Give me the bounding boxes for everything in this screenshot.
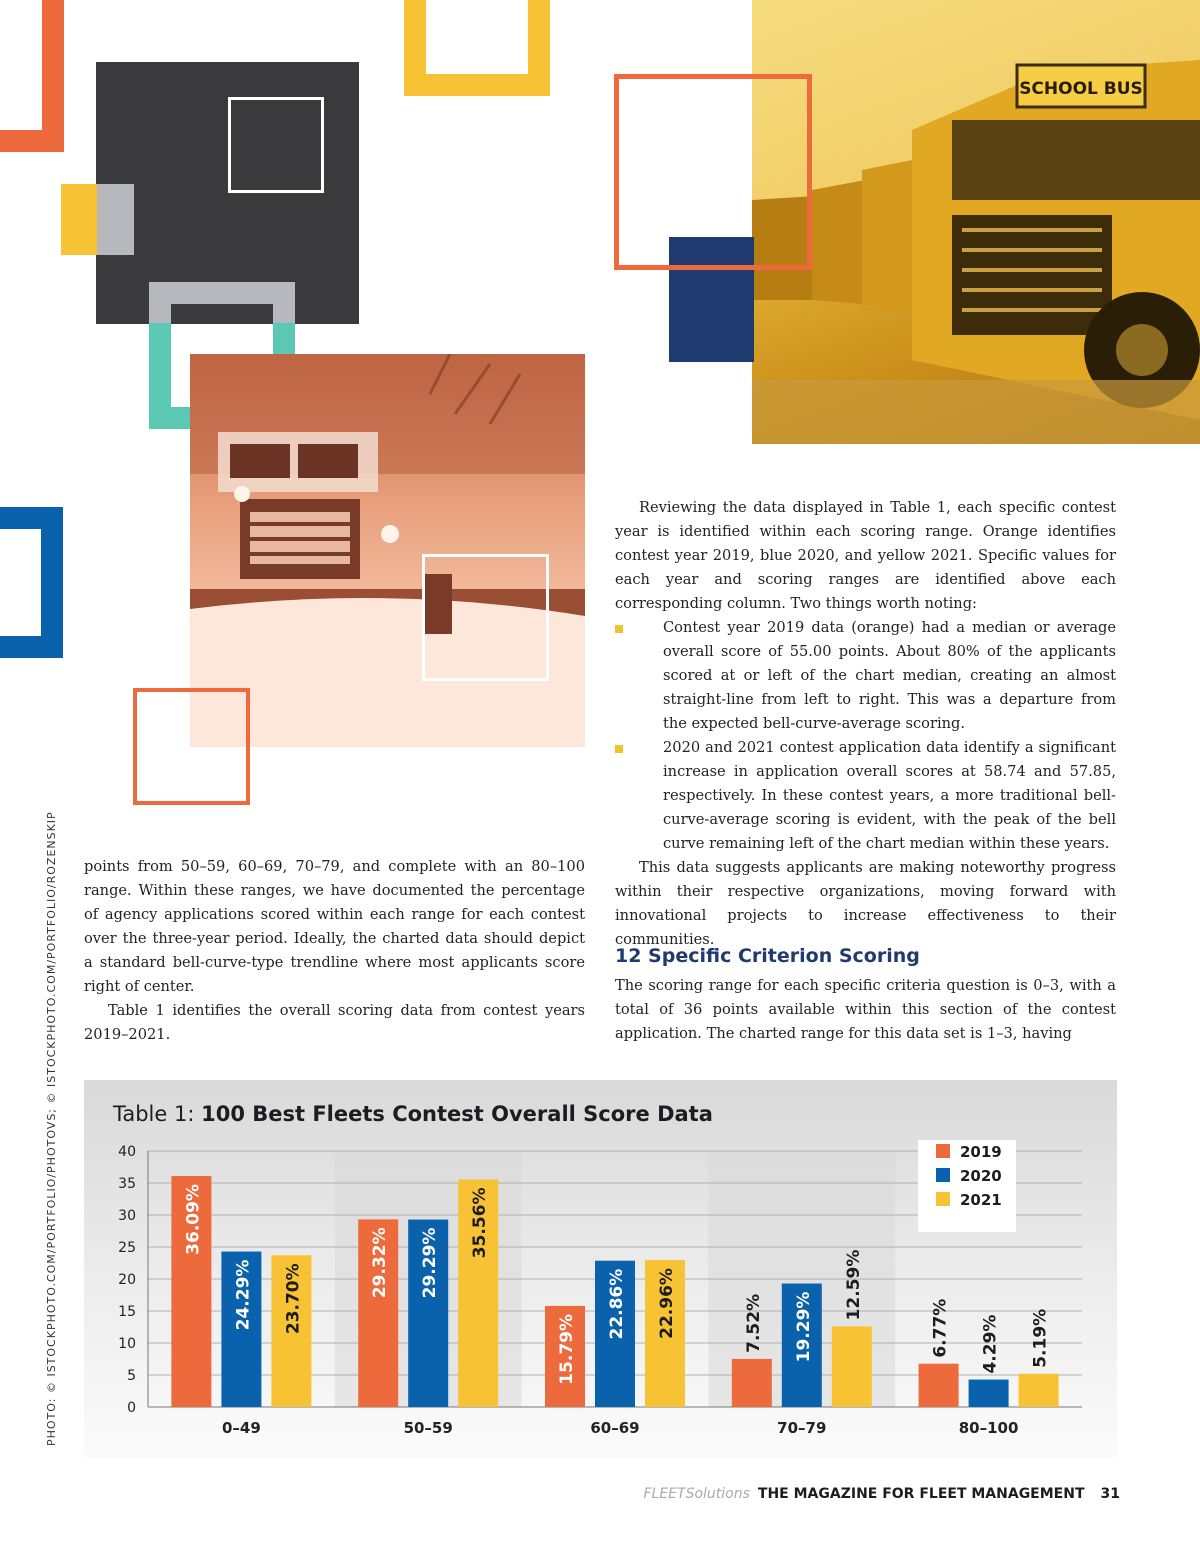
x-tick-label: 80–100 [958, 1419, 1019, 1437]
footer-brand: FLEETSolutions [643, 1486, 750, 1502]
photo-credit: PHOTO: © ISTOCKPHOTO.COM/PORTFOLIO/PHOTOVS; © ISTOCKPHOTO.COM/PORTFOLIO/ROZENSKIP [45, 811, 58, 1446]
deco-blue-corner [0, 507, 63, 658]
data-label: 35.56% [470, 1187, 491, 1259]
right-column [615, 496, 1116, 952]
y-tick-label: 5 [127, 1368, 136, 1384]
deco-yellow-small-block [61, 184, 97, 255]
bar-chart [84, 1140, 1117, 1450]
right-paragraph-1: Reviewing the data displayed in Table 1, each specific contest year is identified within each scoring range. Orange identifies contest year 2019, blue 2020, and yellow 2021. Specific values for each year and scoring ranges are identified above each corresponding column. Two things worth noting: [615, 499, 1116, 612]
data-label: 24.29% [233, 1259, 254, 1331]
right-paragraph-2: This data suggests applicants are making noteworthy progress within their respective organizations, moving forward with innovational projects to increase effectiveness to their communities. [615, 859, 1116, 948]
y-tick-label: 15 [118, 1304, 136, 1320]
data-label: 29.29% [420, 1227, 441, 1299]
x-tick-label: 50–59 [403, 1419, 453, 1437]
bar-2021-3 [832, 1326, 872, 1407]
legend-label: 2019 [960, 1143, 1002, 1161]
data-label: 36.09% [183, 1184, 204, 1255]
bar-2019-3 [732, 1359, 772, 1407]
y-tick-label: 0 [127, 1400, 136, 1416]
bus-sign-text: SCHOOL BUS [1019, 79, 1143, 99]
deco-orange-corner [0, 0, 64, 152]
chart-title-prefix: Table 1: [113, 1102, 202, 1126]
deco-white-outline-on-photo [422, 554, 549, 681]
legend-label: 2021 [960, 1191, 1002, 1209]
y-tick-label: 20 [118, 1272, 136, 1288]
legend-swatch [936, 1192, 950, 1206]
legend-swatch [936, 1144, 950, 1158]
deco-gray-small-block [97, 184, 134, 255]
data-label: 12.59% [843, 1249, 864, 1321]
data-label: 7.52% [743, 1293, 764, 1353]
data-label: 6.77% [930, 1298, 951, 1358]
data-label: 23.70% [283, 1263, 304, 1335]
page-footer [643, 1486, 1120, 1502]
x-tick-label: 70–79 [777, 1419, 827, 1437]
data-label: 22.86% [607, 1268, 627, 1340]
data-label: 29.32% [370, 1227, 391, 1299]
right-column-lower [615, 974, 1116, 1046]
school-bus-illustration [752, 0, 1200, 444]
data-label: 5.19% [1030, 1308, 1051, 1368]
y-tick-label: 35 [118, 1176, 136, 1192]
data-label: 4.29% [980, 1314, 1001, 1374]
page-number: 31 [1100, 1486, 1120, 1502]
chart-title [113, 1102, 713, 1126]
footer-tagline: THE MAGAZINE FOR FLEET MANAGEMENT [757, 1486, 1085, 1502]
school-bus-photo [752, 0, 1200, 444]
chart-title-main: 100 Best Fleets Contest Overall Score Data [201, 1102, 713, 1126]
right-paragraph-3: The scoring range for each specific criteria question is 0–3, with a total of 36 points available within this section of the contest application. The charted range for this data set is 1–3, having [615, 977, 1116, 1042]
legend-label: 2020 [960, 1167, 1002, 1185]
bar-2019-4 [919, 1364, 959, 1407]
left-paragraph-1: points from 50–59, 60–69, 70–79, and complete with an 80–100 range. Within these ranges, we have documented the percentage of agency applications scored within each range for each contest over the three-year period. Ideally, the charted data should depict a standard bell-curve-type trendline where most applicants score right of center. [84, 858, 585, 995]
data-label: 19.29% [793, 1291, 814, 1363]
y-tick-label: 40 [118, 1144, 136, 1160]
deco-orange-outline-frame [133, 688, 250, 805]
data-label: 15.79% [557, 1313, 577, 1385]
deco-orange-outline-on-bus [614, 74, 812, 270]
legend-swatch [936, 1168, 950, 1182]
data-label: 22.96% [657, 1268, 677, 1339]
y-tick-label: 10 [118, 1336, 136, 1352]
note-bullet-1: Contest year 2019 data (orange) had a median or average overall score of 55.00 points. About 80% of the applicants scored at or left of the chart median, creating an almost straight-line from left to right. This was a departure from the expected bell-curve-average scoring. [615, 616, 1116, 736]
note-bullet-2: 2020 and 2021 contest application data identify a significant increase in application overall scores at 58.74 and 57.85, respectively. In these contest years, a more traditional bell-curve-average scoring is evident, with the peak of the bell curve remaining left of the chart median within these years. [615, 736, 1116, 856]
bar-2020-4 [969, 1380, 1009, 1407]
y-tick-label: 30 [118, 1208, 136, 1224]
deco-white-outline-square [228, 97, 324, 193]
left-column [84, 855, 585, 1047]
deco-yellow-frame-top [404, 0, 550, 96]
bar-2021-4 [1019, 1374, 1059, 1407]
deco-gray-frame [149, 282, 295, 326]
y-tick-label: 25 [118, 1240, 136, 1256]
section-heading: 12 Specific Criterion Scoring [615, 945, 920, 967]
x-tick-label: 0–49 [221, 1419, 261, 1437]
x-tick-label: 60–69 [590, 1419, 640, 1437]
notes-list [615, 616, 1116, 856]
left-paragraph-2: Table 1 identifies the overall scoring data from contest years 2019–2021. [84, 1002, 585, 1043]
